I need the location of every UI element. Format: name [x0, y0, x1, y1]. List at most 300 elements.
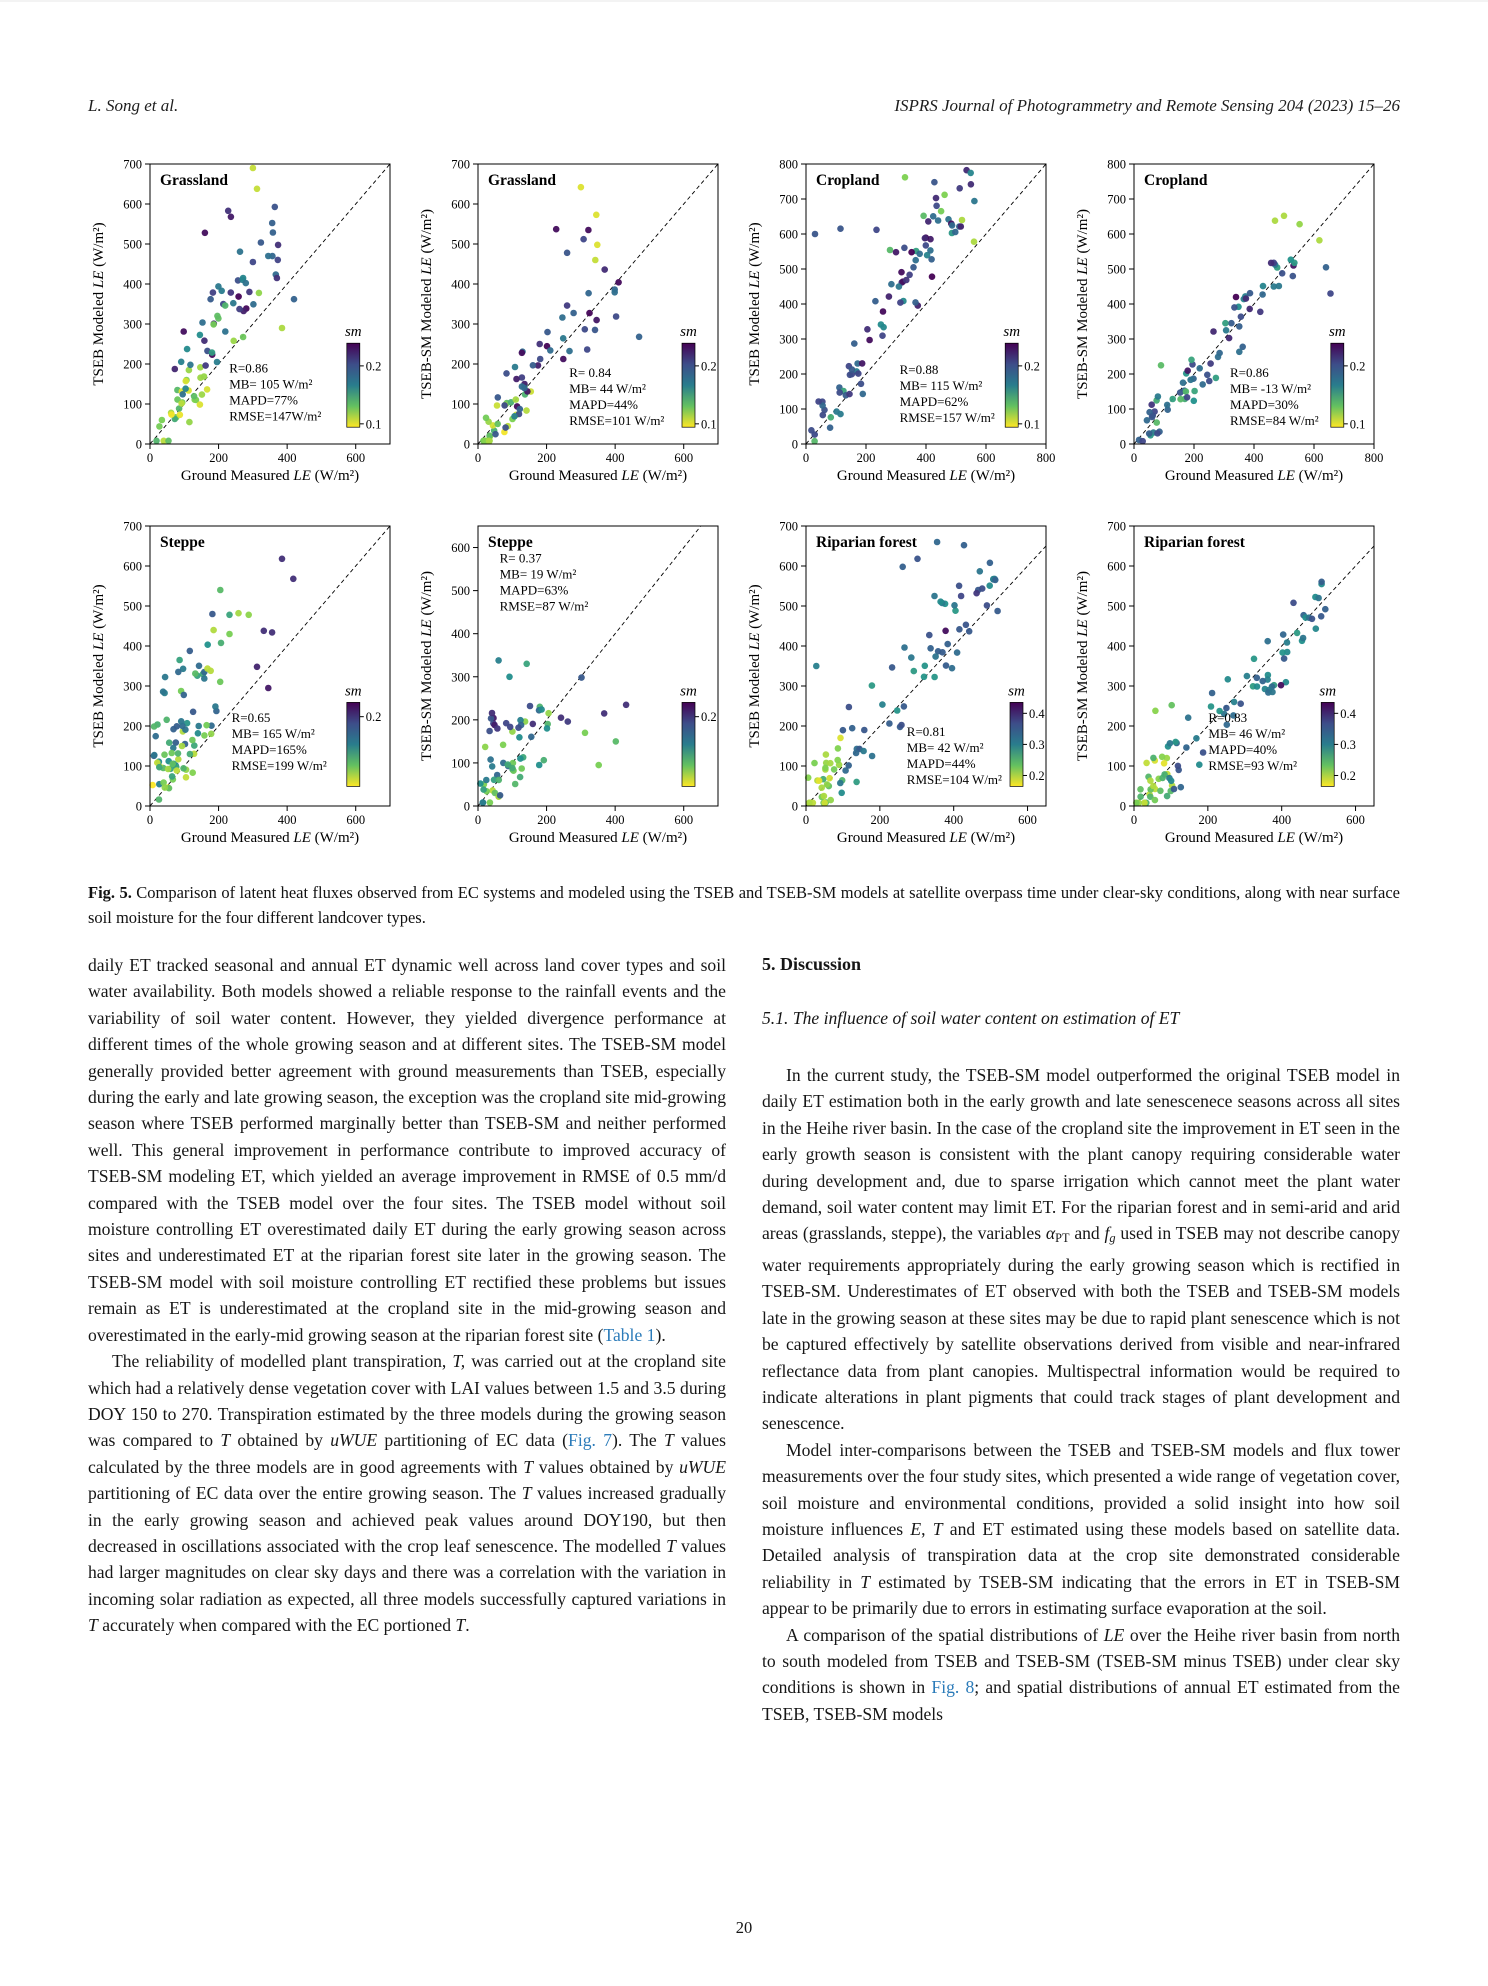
x-tick-label: 0	[146, 451, 154, 465]
scatter-point	[201, 373, 208, 380]
text-segment: over the Heihe river basin from north to south modeled from TSEB and TSEB-SM (TSEB-SM minus TSEB) under clear sky conditions is shown in	[762, 1624, 1400, 1698]
y-tick-label: 300	[123, 317, 142, 332]
x-tick-label: 600	[1304, 451, 1324, 465]
scatter-point	[199, 319, 206, 326]
scatter-point	[204, 641, 211, 648]
scatter-point	[930, 213, 937, 220]
scatter-point	[1247, 290, 1254, 297]
scatter-point	[927, 247, 934, 254]
scatter-point	[270, 229, 277, 236]
scatter-point	[926, 632, 933, 639]
scatter-point	[859, 360, 866, 367]
scatter-point	[816, 777, 823, 784]
scatter-point	[265, 685, 272, 692]
scatter-point	[1199, 381, 1206, 388]
scatter-point	[849, 725, 856, 732]
text-segment: estimated by TSEB-SM indicating that the errors in ET in TSEB-SM appear to be primarily due to errors in estimating surface evaporation at the soil.	[762, 1571, 1400, 1619]
y-tick-label: 400	[123, 639, 142, 654]
text-segment: T	[663, 1430, 674, 1451]
colorbar-tick-label: 0.2	[1024, 359, 1040, 374]
text-segment: obtained by	[230, 1430, 331, 1451]
scatter-point	[855, 370, 862, 377]
scatter-point	[908, 249, 915, 256]
colorbar	[1005, 343, 1018, 427]
scatter-point	[869, 753, 876, 760]
y-tick-label: 0	[791, 799, 798, 814]
scatter-point	[214, 313, 221, 320]
colorbar-tick-label: 0.2	[1349, 359, 1366, 374]
scatter-point	[966, 628, 973, 635]
scatter-point	[827, 797, 834, 804]
plot-riparian-forest-tseb	[744, 492, 1072, 854]
link-fig-8[interactable]: Fig. 8	[931, 1677, 975, 1698]
scatter-point	[1318, 613, 1325, 620]
colorbar	[347, 702, 360, 786]
scatter-point	[245, 612, 252, 619]
x-axis-title: Ground Measured LE (W/m²)	[508, 830, 688, 846]
scatter-point	[979, 585, 986, 592]
stats-line: RMSE=84 W/m²	[1230, 412, 1319, 428]
scatter-point	[880, 308, 887, 315]
scatter-point	[636, 334, 643, 341]
scatter-point	[1150, 755, 1157, 762]
scatter-point	[506, 674, 513, 681]
scatter-point	[941, 192, 948, 199]
plot-title: Grassland	[160, 172, 229, 189]
y-tick-label: 0	[1119, 437, 1126, 452]
scatter-point	[956, 626, 963, 633]
y-axis-title: TSEB-SM Modeled LE (W/m²)	[419, 209, 435, 399]
scatter-point	[530, 721, 537, 728]
text-segment: .	[465, 1615, 470, 1636]
scatter-point	[834, 757, 841, 764]
stats-line: RMSE=147W/m²	[229, 408, 322, 424]
scatter-point	[956, 583, 963, 590]
scatter-point	[853, 750, 860, 757]
scatter-point	[824, 781, 831, 788]
scatter-point	[495, 394, 502, 401]
colorbar-tick-label: 0.1	[1349, 417, 1366, 432]
scatter-point	[240, 334, 247, 341]
y-tick-label: 200	[779, 719, 798, 734]
y-tick-label: 600	[123, 559, 142, 574]
scatter-point	[898, 269, 905, 276]
scatter-point	[1159, 754, 1166, 761]
scatter-point	[961, 542, 968, 549]
x-tick-label: 200	[209, 451, 228, 465]
stats-line: MB= 105 W/m²	[229, 376, 313, 392]
scatter-point	[958, 223, 965, 230]
colorbar-tick-label: 0.2	[1340, 768, 1356, 783]
scatter-point	[921, 674, 928, 681]
scatter-point	[1178, 784, 1185, 791]
scatter-point	[254, 664, 261, 671]
scatter-point	[898, 722, 905, 729]
scatter-point	[840, 727, 847, 734]
scatter-point	[1185, 714, 1192, 721]
scatter-point	[541, 757, 548, 764]
scatter-point	[1143, 760, 1150, 767]
link-fig-7[interactable]: Fig. 7	[568, 1430, 613, 1451]
running-header	[88, 96, 1400, 116]
y-tick-label: 400	[451, 627, 470, 642]
y-tick-label: 400	[451, 277, 470, 292]
y-tick-label: 100	[779, 402, 798, 417]
scatter-point	[613, 738, 620, 745]
scatter-point	[1200, 749, 1207, 756]
scatter-point	[169, 773, 176, 780]
scatter-point	[189, 737, 196, 744]
y-tick-label: 200	[123, 719, 142, 734]
scatter-point	[272, 204, 279, 211]
stats-line: MAPD=77%	[229, 392, 298, 408]
scatter-point	[538, 706, 545, 713]
plot-title: Cropland	[1144, 172, 1208, 189]
x-tick-label: 800	[1036, 451, 1056, 465]
text-segment: uWUE	[330, 1430, 378, 1451]
scatter-point	[886, 293, 893, 300]
scatter-point	[833, 408, 840, 415]
y-tick-label: 600	[1107, 559, 1126, 574]
scatter-point	[559, 314, 566, 321]
scatter-point	[956, 185, 963, 192]
y-tick-label: 0	[791, 437, 798, 452]
scatter-point	[174, 723, 181, 730]
body-text	[88, 952, 1400, 1727]
scatter-point	[564, 250, 571, 257]
scatter-point	[165, 438, 172, 445]
scatter-point	[162, 674, 169, 681]
scatter-point	[250, 165, 257, 172]
colorbar-tick-label: 0.3	[1029, 737, 1045, 752]
scatter-point	[586, 310, 593, 317]
colorbar-tick-label: 0.2	[365, 359, 382, 374]
scatter-point	[217, 679, 224, 686]
scatter-point	[483, 415, 490, 422]
stats-line: RMSE=93 W/m²	[1208, 758, 1298, 773]
scatter-point	[1215, 354, 1222, 361]
plot-steppe-tseb-sm	[416, 492, 744, 854]
scatter-point	[570, 310, 577, 317]
stats-line: RMSE=87 W/m²	[499, 598, 589, 614]
y-tick-label: 100	[1107, 402, 1126, 417]
scatter-point	[1272, 217, 1279, 224]
scatter-point	[518, 765, 525, 772]
x-tick-label: 400	[277, 451, 297, 465]
colorbar-label: sm	[680, 324, 697, 341]
scatter-point	[920, 213, 927, 220]
scatter-point	[519, 383, 526, 390]
y-axis-title: TSEB Modeled LE (W/m²)	[747, 222, 763, 386]
scatter-point	[987, 560, 994, 567]
y-tick-label: 0	[135, 799, 142, 814]
scatter-point	[516, 734, 523, 741]
scatter-point	[886, 720, 893, 727]
scatter-point	[866, 337, 873, 344]
text-segment: 5.1. The influence of soil water content on estimation of ET	[762, 1008, 1180, 1028]
scatter-point	[172, 366, 179, 373]
scatter-point	[820, 412, 827, 419]
x-axis-title: Ground Measured LE (W/m²)	[836, 468, 1016, 484]
y-tick-label: 700	[451, 157, 470, 172]
scatter-point	[528, 734, 535, 741]
y-tick-label: 300	[123, 679, 142, 694]
scatter-point	[1259, 678, 1266, 685]
text-segment: Model inter-comparisons between the TSEB and TSEB-SM models and flux tower measurements over the four study sites, which presented a wide range of vegetation cover, soil moisture and environmental conditions, provided a solid insight into how soil moisture influences	[762, 1439, 1400, 1539]
y-tick-label: 500	[123, 237, 142, 252]
link-table-1[interactable]: Table 1	[603, 1324, 656, 1345]
scatter-point	[869, 682, 876, 689]
text-segment: uWUE	[679, 1456, 726, 1477]
scatter-point	[1169, 396, 1176, 403]
scatter-point	[151, 752, 158, 759]
y-tick-label: 0	[463, 437, 470, 452]
scatter-point	[183, 378, 190, 385]
scatter-point	[827, 424, 834, 431]
scatter-point	[195, 723, 202, 730]
scatter-point	[492, 431, 499, 438]
scatter-point	[186, 419, 193, 426]
scatter-point	[1260, 283, 1267, 290]
scatter-point	[1322, 606, 1329, 613]
y-axis-title: TSEB-SM Modeled LE (W/m²)	[419, 571, 435, 761]
scatter-point	[838, 790, 845, 797]
scatter-point	[279, 556, 286, 563]
scatter-point	[949, 665, 956, 672]
text-segment: T	[666, 1535, 676, 1556]
x-tick-label: 0	[802, 451, 810, 465]
scatter-point	[942, 628, 949, 635]
page-number: 20	[735, 1918, 753, 1937]
scatter-point	[496, 777, 503, 784]
plot-cropland-tseb-sm	[1072, 130, 1400, 492]
scatter-point	[1180, 379, 1187, 386]
scatter-point	[1233, 294, 1240, 301]
y-tick-label: 300	[451, 670, 470, 685]
scatter-point	[821, 793, 828, 800]
scatter-point	[202, 362, 209, 369]
scatter-point	[560, 335, 567, 342]
scatter-point	[894, 707, 901, 714]
scatter-point	[963, 622, 970, 629]
scatter-point	[912, 257, 919, 264]
scatter-point	[806, 800, 813, 807]
scatter-point	[812, 231, 819, 238]
x-tick-label: 600	[1018, 813, 1037, 827]
text-segment: 5. Discussion	[762, 954, 862, 974]
scatter-point	[1147, 777, 1154, 784]
scatter-point	[544, 329, 551, 336]
text-segment: g	[1109, 1231, 1116, 1246]
scatter-point	[932, 653, 939, 660]
scatter-point	[1171, 786, 1178, 793]
scatter-point	[595, 762, 602, 769]
scatter-point	[971, 238, 978, 245]
scatter-point	[489, 710, 496, 717]
stats-line: R=0.81	[906, 724, 946, 739]
scatter-point	[196, 663, 203, 670]
text-segment: ,	[921, 1518, 933, 1539]
scatter-point	[202, 230, 209, 237]
scatter-point	[258, 239, 265, 246]
x-tick-label: 200	[209, 813, 228, 827]
scatter-point	[530, 362, 537, 369]
scatter-point	[507, 724, 514, 731]
scatter-point	[1158, 362, 1165, 369]
scatter-point	[1222, 320, 1229, 327]
scatter-point	[201, 675, 208, 682]
text-segment: T	[523, 1456, 534, 1477]
scatter-point	[178, 718, 185, 725]
y-tick-label: 300	[1107, 679, 1126, 694]
scatter-point	[494, 725, 501, 732]
y-tick-label: 700	[123, 519, 142, 534]
x-tick-label: 200	[1198, 813, 1218, 827]
scatter-point	[558, 714, 565, 721]
scatter-point	[225, 208, 232, 215]
scatter-point	[237, 248, 244, 255]
scatter-point	[831, 766, 838, 773]
scatter-point	[853, 779, 860, 786]
x-tick-label: 400	[605, 813, 625, 827]
scatter-point	[254, 186, 261, 193]
scatter-point	[544, 725, 551, 732]
scatter-point	[274, 275, 281, 282]
scatter-point	[958, 593, 965, 600]
scatter-point	[153, 438, 160, 445]
paragraph	[762, 1437, 1400, 1622]
scatter-point	[858, 381, 865, 388]
scatter-point	[480, 799, 487, 806]
y-tick-label: 100	[123, 759, 142, 774]
scatter-point	[1294, 630, 1301, 637]
scatter-point	[291, 296, 298, 303]
scatter-point	[897, 299, 904, 306]
plot-riparian-forest-tseb-sm	[1072, 492, 1400, 854]
scatter-point	[275, 242, 282, 249]
text-segment: daily ET tracked seasonal and annual ET dynamic well across land cover types and soil water availability. Both models showed a reliable response to the rainfall events and the variability of soil water content. However, they yielded divergence performance at different times of the whole growing season and at different sites. The TSEB-SM model generally provided better agreement with ground measurements than TSEB, especially during the early and late growing season, the exception was the cropland site mid-growing season where TSEB performed marginally better than TSEB-SM and neither performed well. This general improvement in performance contribute to improved accuracy of TSEB-SM modeling ET, which yielded an average improvement in RMSE of 0.5 mm/d compared with the TSEB model over the four sites. The TSEB model without soil moisture controlling ET overestimated daily ET during the early growing season across sites and underestimated ET at the riparian forest site later in the growing season. The TSEB-SM model with soil moisture controlling ET rectified these problems but issues remain as ET is underestimated at the cropland site in the mid-growing season and overestimated in the early-mid growing season at the riparian forest site (	[88, 955, 726, 1345]
scatter-point	[582, 730, 589, 737]
scatter-point	[1231, 304, 1238, 311]
y-tick-label: 500	[1107, 262, 1126, 277]
scatter-point	[189, 769, 196, 776]
scatter-point	[1279, 649, 1286, 656]
scatter-point	[190, 709, 197, 716]
colorbar-tick-label: 0.2	[701, 710, 717, 725]
scatter-point	[513, 396, 520, 403]
x-tick-label: 0	[1130, 451, 1138, 465]
scatter-point	[593, 317, 600, 324]
scatter-point	[1318, 579, 1325, 586]
scatter-point	[914, 556, 921, 563]
x-axis-title: Ground Measured LE (W/m²)	[1164, 830, 1344, 846]
scatter-point	[994, 608, 1001, 615]
scatter-point	[222, 328, 229, 335]
scatter-point	[1257, 309, 1264, 316]
scatter-point	[901, 703, 908, 710]
paragraph	[762, 1622, 1400, 1728]
journal-header: ISPRS Journal of Photogrammetry and Remote Sensing 204 (2023) 15–26	[894, 96, 1400, 115]
scatter-point	[517, 406, 524, 413]
x-tick-label: 0	[474, 451, 482, 465]
scatter-point	[1144, 417, 1151, 424]
scatter-point	[1209, 690, 1216, 697]
scatter-point	[265, 253, 272, 260]
scatter-point	[168, 411, 175, 418]
text-segment: and ET estimated using these models based on satellite data. Detailed analysis of transpiration data at the crop site demonstrated considerable reliability in	[762, 1518, 1401, 1592]
text-segment: was carried out at the cropland site which had a relatively dense vegetation cover with LAI values between 1.5 and 3.5 during DOY 150 to 270. Transpiration estimated by the three models during the growing season was compared to	[88, 1351, 726, 1451]
scatter-point	[228, 214, 235, 221]
x-tick-label: 400	[1244, 451, 1264, 465]
x-tick-label: 400	[1272, 813, 1292, 827]
scatter-point	[166, 739, 173, 746]
scatter-point	[191, 742, 198, 749]
scatter-point	[501, 402, 508, 409]
text-segment: values obtained by	[533, 1456, 680, 1477]
stats-line: R= 0.37	[499, 550, 542, 566]
subsection-heading	[762, 1008, 1400, 1029]
x-tick-label: 800	[1364, 451, 1384, 465]
scatter-point	[845, 762, 852, 769]
colorbar-label: sm	[1008, 683, 1025, 700]
y-tick-label: 500	[1107, 599, 1126, 614]
scatter-point	[195, 730, 202, 737]
text-segment: Fig. 5.	[88, 883, 132, 902]
scatter-point	[1168, 778, 1175, 785]
text-segment: E	[910, 1518, 922, 1539]
scatter-point	[261, 628, 268, 635]
y-tick-label: 400	[123, 277, 142, 292]
stats-line: MAPD=62%	[899, 394, 969, 409]
scatter-point	[212, 703, 219, 710]
y-tick-label: 200	[1107, 719, 1126, 734]
scatter-point	[564, 302, 571, 309]
scatter-point	[497, 792, 504, 799]
x-tick-label: 600	[1346, 813, 1365, 827]
scatter-point	[1281, 213, 1288, 220]
y-tick-label: 400	[779, 639, 798, 654]
x-tick-label: 600	[976, 451, 996, 465]
scatter-point	[1254, 683, 1261, 690]
stats-line: MB= 44 W/m²	[569, 380, 646, 396]
scatter-point	[1191, 398, 1198, 405]
plot-steppe-tseb	[88, 492, 416, 854]
scatter-point	[1323, 264, 1330, 271]
scatter-point	[934, 539, 941, 546]
stats-line: MB= -13 W/m²	[1230, 380, 1312, 396]
figure-caption	[88, 880, 1400, 930]
scatter-point	[537, 356, 544, 363]
scatter-point	[566, 348, 573, 355]
scatter-point	[815, 398, 822, 405]
scatter-point	[1161, 760, 1168, 767]
colorbar-label: sm	[1003, 324, 1021, 341]
scatter-point	[1316, 237, 1323, 244]
x-tick-label: 600	[346, 813, 366, 827]
scatter-point	[1254, 675, 1261, 682]
scatter-point	[992, 577, 999, 584]
scatter-point	[250, 259, 257, 266]
scatter-point	[180, 328, 187, 335]
text-segment: T	[860, 1571, 871, 1592]
y-tick-label: 0	[135, 437, 142, 452]
y-tick-label: 300	[779, 332, 798, 347]
scatter-point	[207, 668, 214, 675]
y-tick-label: 700	[779, 192, 798, 207]
scatter-point	[1196, 365, 1203, 372]
scatter-point	[873, 227, 880, 234]
x-tick-label: 0	[802, 813, 810, 827]
